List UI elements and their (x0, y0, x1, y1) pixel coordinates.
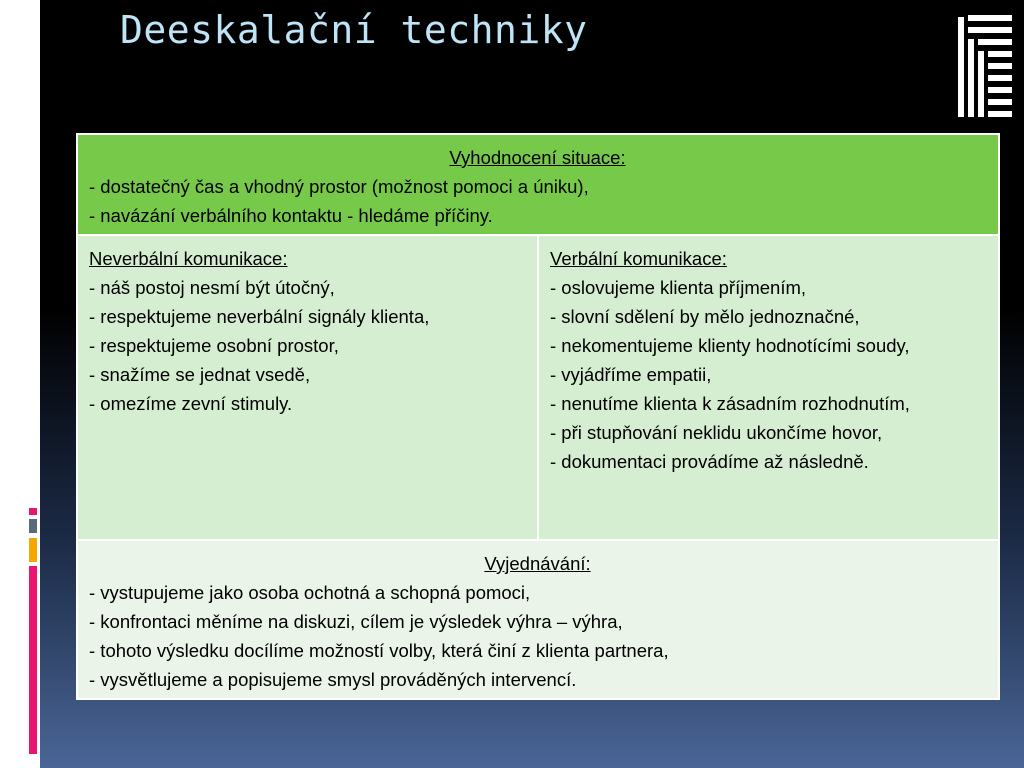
pink-accent-strip (29, 508, 37, 515)
negotiation-line: - konfrontaci měníme na diskuzi, cílem je výsledek výhra – výhra, (89, 611, 623, 632)
slide-title: Deeskalační techniky (120, 8, 588, 52)
nonverbal-line: - snažíme se jednat vsedě, (89, 364, 311, 385)
verbal-line: - nenutíme klienta k zásadním rozhodnutím, (550, 393, 910, 414)
nonverbal-line: - respektujeme osobní prostor, (89, 335, 339, 356)
corner-decoration-icon (958, 15, 1012, 125)
negotiation-line: - vystupujeme jako osoba ochotná a schopná pomoci, (89, 582, 531, 603)
assessment-heading: Vyhodnocení situace: (449, 147, 626, 168)
nonverbal-line: - náš postoj nesmí být útočný, (89, 277, 335, 298)
orange-accent-strip (29, 538, 37, 562)
nonverbal-heading: Neverbální komunikace: (89, 248, 288, 269)
negotiation-line: - vysvětlujeme a popisujeme smysl prováděných intervencí. (89, 669, 577, 690)
assessment-line: - dostatečný čas a vhodný prostor (možnost pomoci a úniku), (89, 176, 589, 197)
left-decorative-bar (0, 0, 40, 768)
pink-long-strip (29, 566, 37, 754)
assessment-row (77, 134, 999, 235)
negotiation-cell (77, 540, 999, 699)
nonverbal-line: - omezíme zevní stimuly. (89, 393, 293, 414)
negotiation-line: - tohoto výsledku docílíme možností volby, která činí z klienta partnera, (89, 640, 669, 661)
deescalation-table (76, 133, 1000, 700)
assessment-cell (77, 134, 999, 235)
verbal-line: - vyjádříme empatii, (550, 364, 712, 385)
verbal-line: - oslovujeme klienta příjmením, (550, 277, 807, 298)
verbal-heading: Verbální komunikace: (550, 248, 727, 269)
assessment-line: - navázání verbálního kontaktu - hledáme příčiny. (89, 205, 493, 226)
verbal-line: - slovní sdělení by mělo jednoznačné, (550, 306, 860, 327)
negotiation-row (77, 540, 999, 699)
verbal-line: - nekomentujeme klienty hodnotícími soudy, (550, 335, 910, 356)
verbal-line: - dokumentaci provádíme až následně. (550, 451, 869, 472)
nonverbal-line: - respektujeme neverbální signály klienta, (89, 306, 430, 327)
negotiation-heading: Vyjednávání: (484, 553, 591, 574)
gray-accent-strip (29, 519, 37, 533)
verbal-line: - při stupňování neklidu ukončíme hovor, (550, 422, 883, 443)
nonverbal-cell (77, 235, 538, 540)
verbal-cell (538, 235, 999, 540)
communication-row (77, 235, 999, 540)
